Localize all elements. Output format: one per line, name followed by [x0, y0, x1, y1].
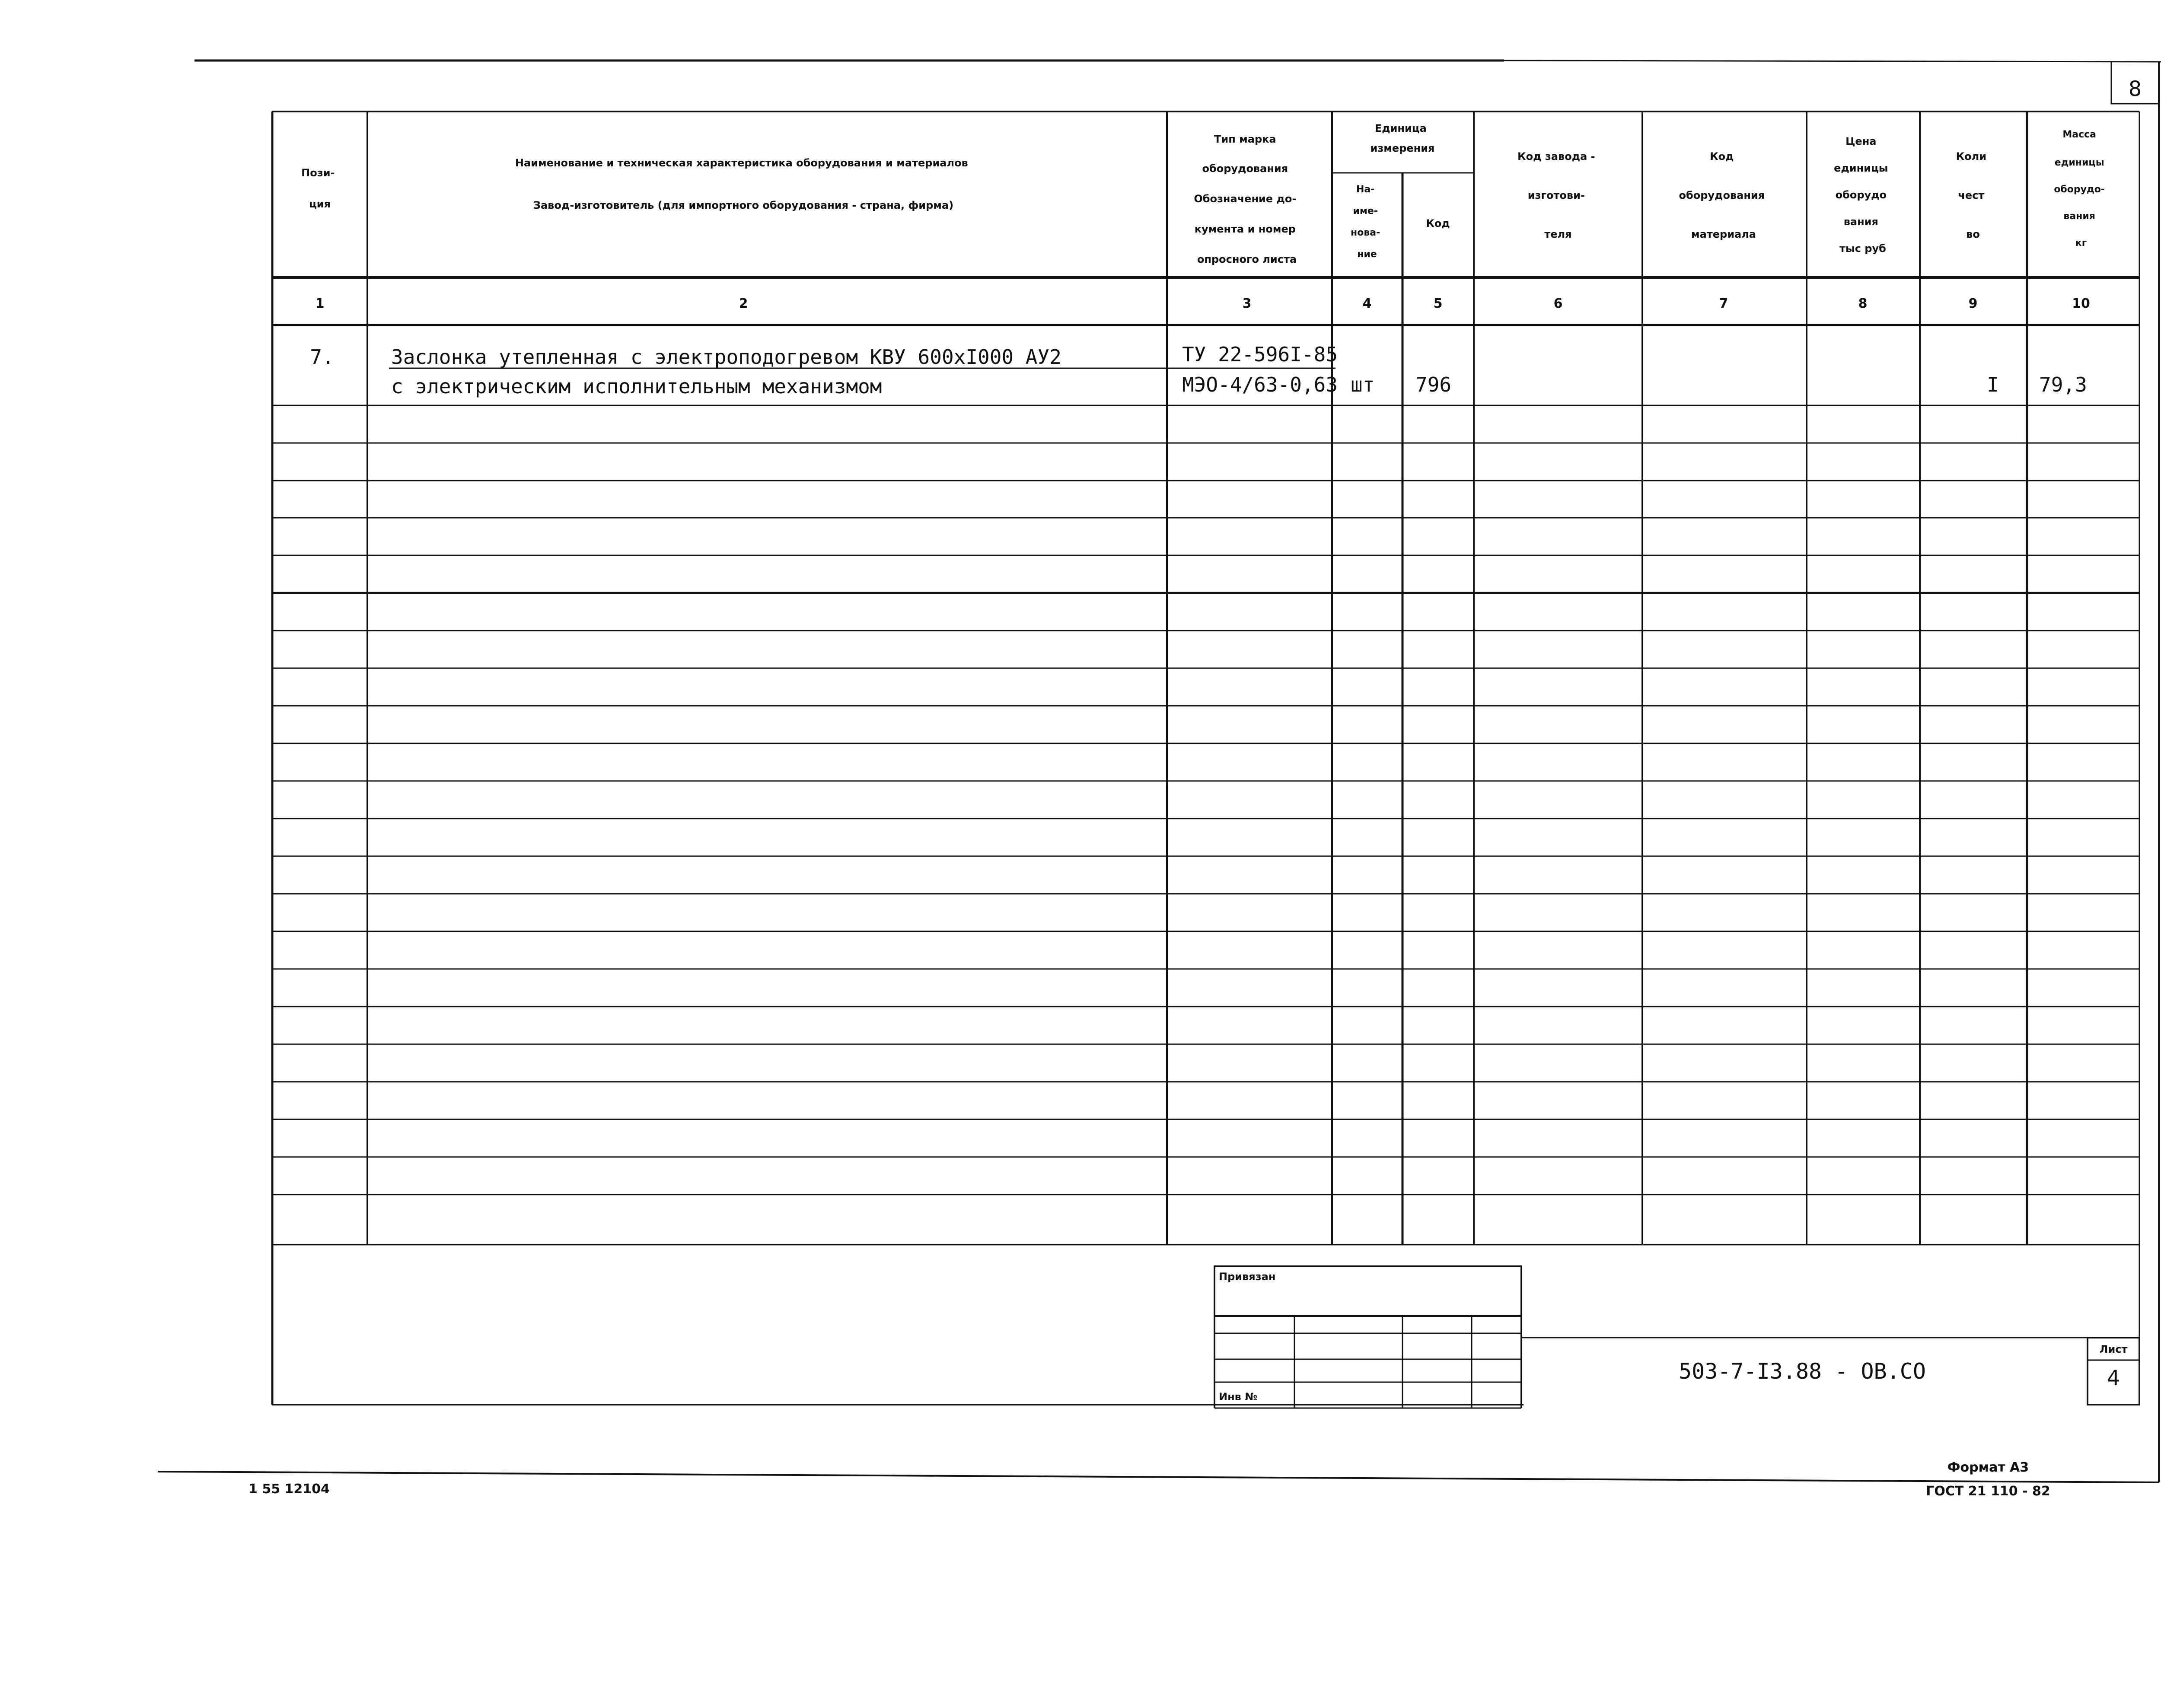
header-name: Наименование и техническая характеристика оборудования и материалов Завод-изготовитель (для импортного оборудования - страна, фирма): [515, 157, 968, 211]
table-header: [301, 122, 2108, 265]
cell-type-line2: МЭО-4/63-0,63: [1182, 373, 1338, 396]
column-number: 2: [739, 296, 748, 311]
header-manufacturer-code: Код завода - изготови- теля: [1517, 150, 1595, 240]
table-row: [310, 343, 2087, 398]
column-number-row: [316, 296, 2090, 311]
title-block: [1214, 1266, 2139, 1408]
column-number: 4: [1362, 296, 1372, 311]
footer-left-code: 1 55 12104: [249, 1482, 330, 1497]
header-unit-group: Единица измерения: [1370, 122, 1435, 154]
column-number: 9: [1968, 296, 1978, 311]
column-number: 10: [2072, 296, 2090, 311]
cell-position: 7.: [310, 345, 334, 369]
standard-label: ГОСТ 21 110 - 82: [1926, 1484, 2050, 1499]
cell-quantity: I: [1987, 373, 1999, 396]
column-number: 1: [315, 296, 325, 311]
sheet-corner-number: 8: [2128, 77, 2142, 101]
format-label: Формат А3: [1947, 1460, 2029, 1475]
cell-unit-code: 796: [1415, 373, 1452, 396]
header-type-mark: Тип марка оборудования Обозначение до- кумента и номер опросного листа: [1194, 133, 1297, 265]
attached-label: Привязан: [1219, 1271, 1276, 1283]
column-number: 3: [1242, 296, 1252, 311]
document-code: 503-7-I3.88 - ОВ.СО: [1679, 1359, 1926, 1384]
column-dividers: [367, 112, 2027, 1245]
header-unit-name: На- име- нова- ние: [1351, 184, 1380, 260]
sheet-number: 4: [2107, 1366, 2120, 1390]
header-unit-code: Код: [1426, 217, 1450, 229]
sheet-frame: [158, 61, 2161, 1482]
header-price: Цена единицы оборудо вания тыс руб: [1834, 135, 1888, 255]
inventory-label: Инв №: [1219, 1391, 1258, 1403]
header-equipment-code: Код оборудования материала: [1679, 150, 1765, 240]
column-number: 8: [1858, 296, 1868, 311]
cell-mass: 79,3: [2039, 373, 2087, 396]
header-position: Пози- ция: [301, 167, 335, 210]
cell-name-line2: с электрическим исполнительным механизмом: [391, 375, 882, 398]
column-number: 6: [1553, 296, 1563, 311]
column-number: 5: [1433, 296, 1443, 311]
cell-unit-name: шт: [1351, 373, 1375, 396]
column-number: 7: [1719, 296, 1728, 311]
header-quantity: Коли чест во: [1956, 150, 1987, 240]
sheet-label: Лист: [2099, 1343, 2128, 1355]
cell-type-line1: ТУ 22-596I-85: [1182, 343, 1338, 366]
header-mass: Масса единицы оборудо- вания кг: [2054, 129, 2105, 249]
cell-name-line1: Заслонка утепленная с электроподогревом КВУ 600хI000 АУ2: [391, 345, 1061, 369]
row-rules: [272, 405, 2139, 1195]
